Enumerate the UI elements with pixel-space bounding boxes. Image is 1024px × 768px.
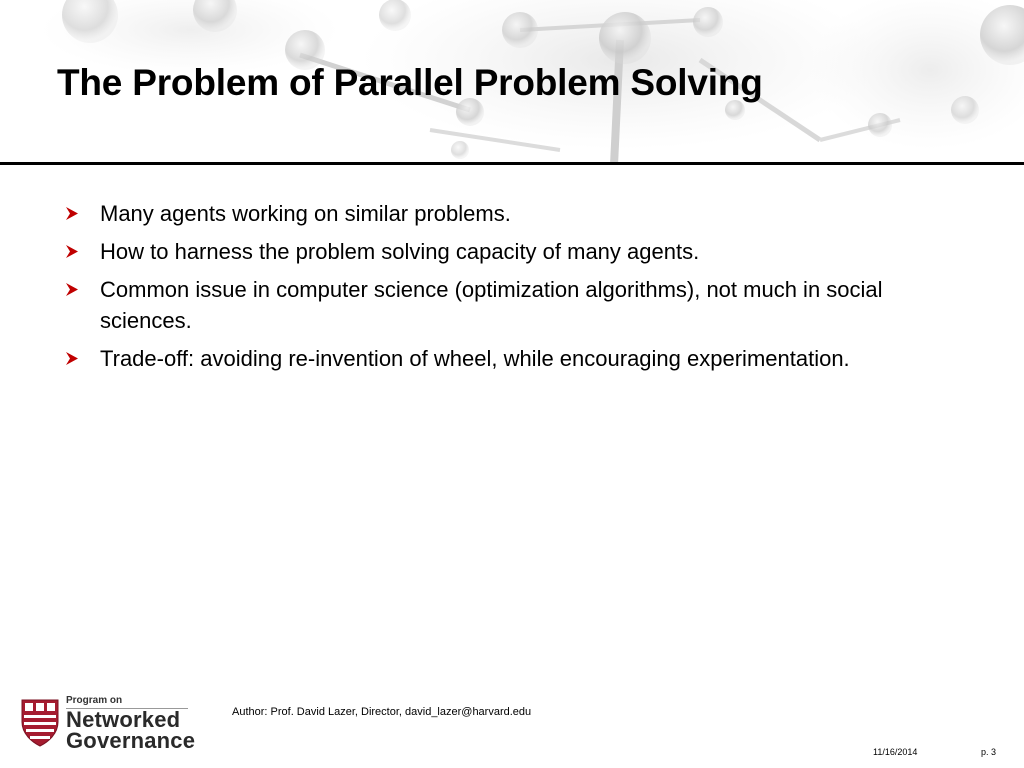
harvard-shield-icon: [20, 698, 60, 748]
bullet-arrow-icon: [64, 206, 80, 221]
bullet-item: [64, 343, 964, 374]
bullet-list: [64, 198, 964, 381]
bullet-arrow-icon: [64, 351, 80, 366]
slide-title: The Problem of Parallel Problem Solving: [57, 62, 763, 103]
bullet-item: [64, 236, 964, 267]
bullet-item: [64, 198, 964, 229]
bullet-text: Common issue in computer science (optimization algorithms), not much in social sciences.: [100, 277, 883, 333]
page-number: p. 3: [981, 747, 997, 757]
bullet-text: Trade-off: avoiding re-invention of wheel, while encouraging experimentation.: [100, 346, 850, 371]
logo-text-governance: Governance: [66, 728, 196, 753]
footer-date: 11/16/2014: [873, 747, 918, 757]
bullet-text: Many agents working on similar problems.: [100, 201, 511, 226]
bullet-item: [64, 274, 964, 336]
bullet-arrow-icon: [64, 282, 80, 297]
program-logo: [20, 693, 210, 751]
author-credit: Author: Prof. David Lazer, Director, david_lazer@harvard.edu: [232, 706, 532, 718]
bullet-text: How to harness the problem solving capacity of many agents.: [100, 239, 700, 264]
logo-text-networked: Networked: [66, 707, 181, 732]
logo-small-text: Program on: [66, 695, 123, 706]
bullet-arrow-icon: [64, 244, 80, 259]
title-divider: [0, 162, 1024, 165]
